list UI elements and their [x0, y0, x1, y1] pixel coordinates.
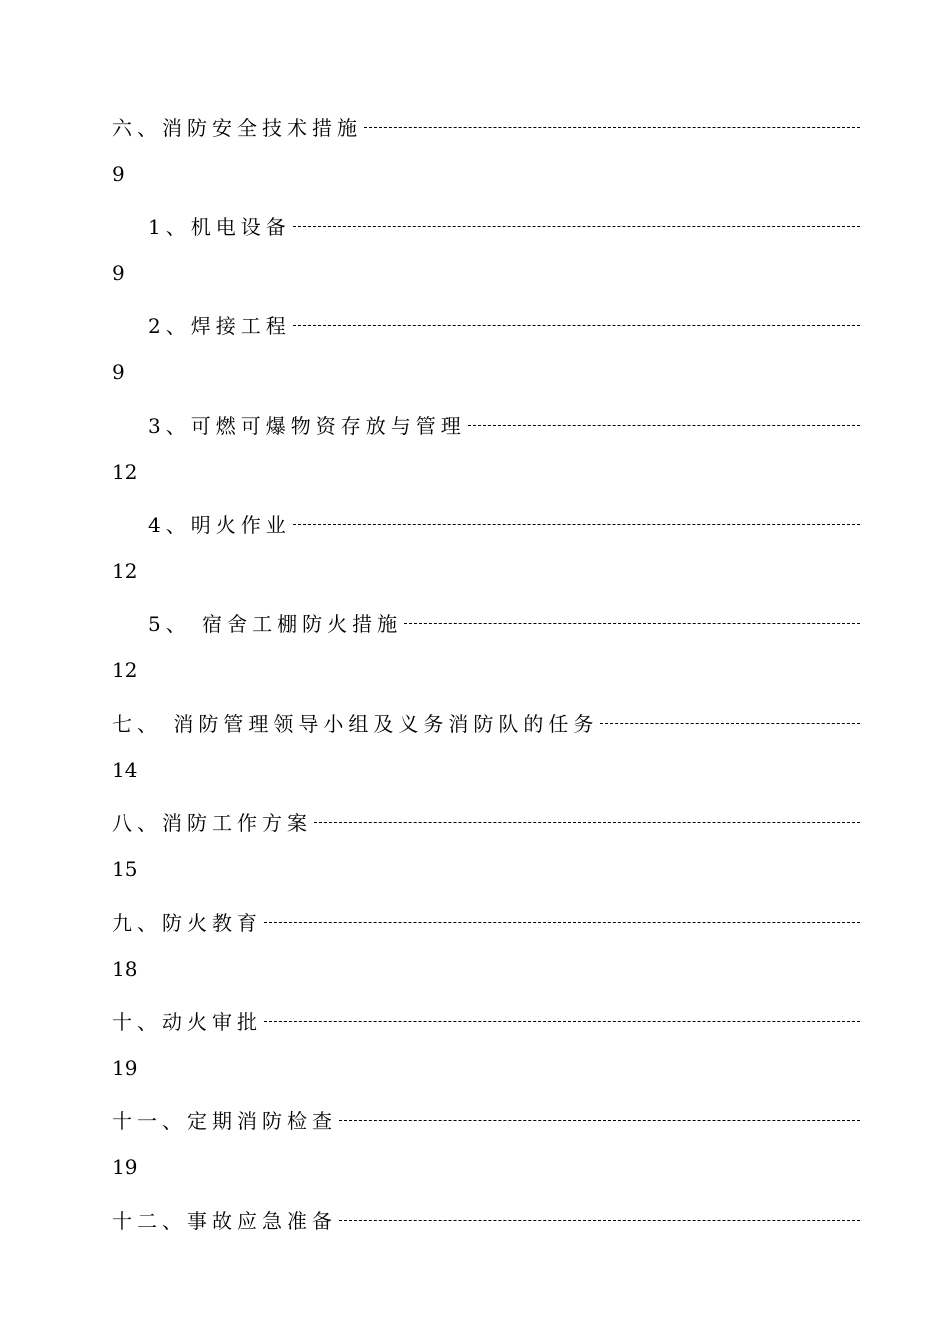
dotted-leader — [364, 127, 860, 128]
toc-entry-title: 六、消防安全技术措施 — [112, 115, 362, 140]
toc-title-line — [112, 112, 860, 140]
toc-title-line — [112, 907, 860, 935]
dotted-leader — [600, 723, 860, 724]
toc-entry-title: 十、动火审批 — [112, 1009, 262, 1034]
dotted-leader — [404, 623, 860, 624]
toc-page-number: 19 — [112, 1056, 138, 1080]
toc-page-number: 12 — [112, 460, 138, 484]
dotted-leader — [264, 922, 860, 923]
dotted-leader — [264, 1021, 860, 1022]
dotted-leader — [314, 822, 860, 823]
toc-title-line — [148, 211, 860, 239]
toc-page-number: 15 — [112, 857, 138, 881]
toc-page-number: 9 — [112, 162, 125, 186]
toc-title-line — [112, 1105, 860, 1133]
toc-entry-title: 4、明火作业 — [148, 512, 291, 537]
toc-title-line — [148, 310, 860, 338]
dotted-leader — [468, 425, 860, 426]
toc-entry-title: 十一、定期消防检查 — [112, 1108, 337, 1133]
toc-entry-title: 九、防火教育 — [112, 910, 262, 935]
dotted-leader — [293, 524, 860, 525]
toc-page-number: 12 — [112, 658, 138, 682]
dotted-leader — [293, 325, 860, 326]
toc-page-number: 14 — [112, 758, 138, 782]
toc-title-line — [148, 410, 860, 438]
dotted-leader — [293, 226, 860, 227]
toc-page-number: 12 — [112, 559, 138, 583]
toc-entry-title: 1、机电设备 — [148, 214, 291, 239]
toc-entry-title: 八、消防工作方案 — [112, 810, 312, 835]
toc-title-line — [112, 1205, 860, 1233]
toc-entry-title: 十二、事故应急准备 — [112, 1208, 337, 1233]
toc-title-line — [148, 608, 860, 636]
toc-page-number: 9 — [112, 261, 125, 285]
toc-title-line — [148, 509, 860, 537]
dotted-leader — [339, 1220, 860, 1221]
toc-title-line — [112, 708, 860, 736]
toc-page-number: 18 — [112, 957, 138, 981]
toc-entry-title: 5、 宿舍工棚防火措施 — [148, 611, 403, 636]
toc-entry-title: 3、可燃可爆物资存放与管理 — [148, 413, 466, 438]
toc-entry-title: 2、焊接工程 — [148, 313, 291, 338]
toc-page-number: 19 — [112, 1155, 138, 1179]
toc-entry-title: 七、 消防管理领导小组及义务消防队的任务 — [112, 711, 599, 736]
toc-page-number: 9 — [112, 360, 125, 384]
toc-title-line — [112, 1006, 860, 1034]
toc-title-line — [112, 807, 860, 835]
dotted-leader — [339, 1120, 860, 1121]
